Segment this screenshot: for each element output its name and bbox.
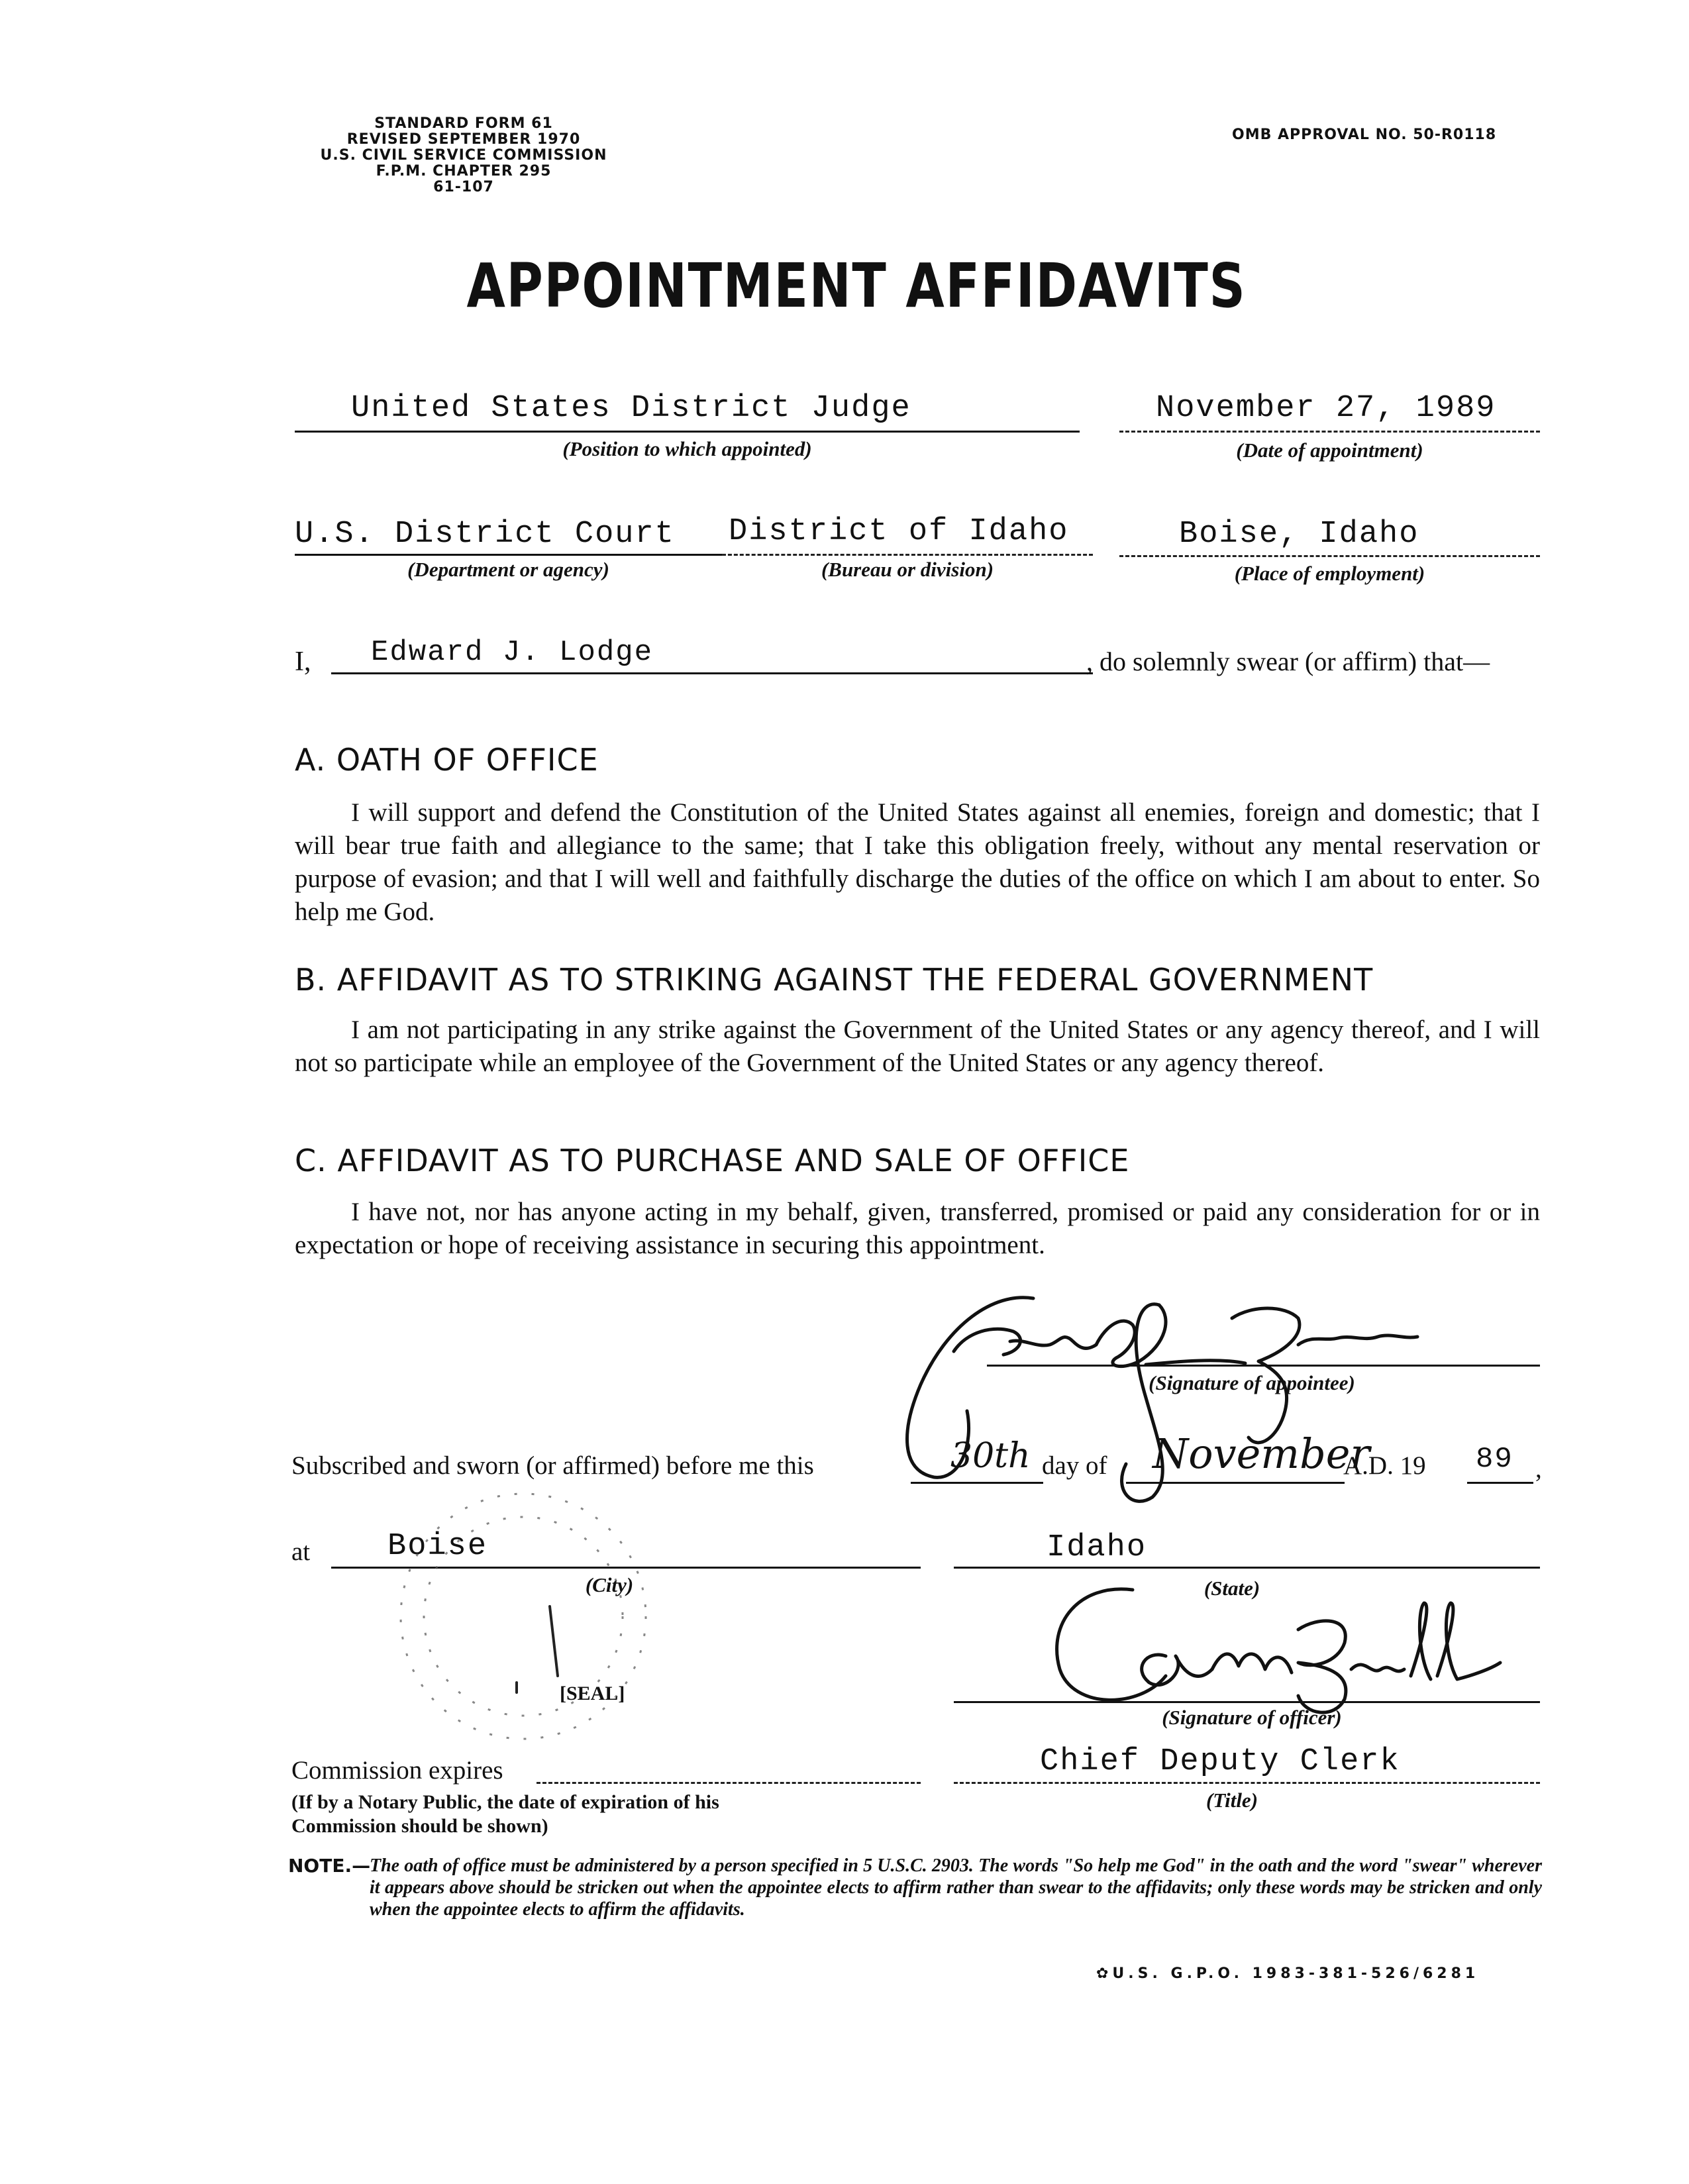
commission-label: Commission expires <box>291 1756 503 1785</box>
page-title: APPOINTMENT AFFIDAVITS <box>466 250 1247 321</box>
city-value: Boise <box>387 1529 488 1564</box>
state-line <box>954 1567 1540 1569</box>
section-b-heading: B. AFFIDAVIT AS TO STRIKING AGAINST THE FEDERAL GOVERNMENT <box>295 962 1374 998</box>
year-line <box>1467 1482 1533 1484</box>
state-value: Idaho <box>1047 1530 1147 1565</box>
swear-suffix: , do solemnly swear (or affirm) that— <box>1086 647 1490 676</box>
officer-title-value: Chief Deputy Clerk <box>1040 1744 1400 1779</box>
department-value: U.S. District Court <box>295 517 675 552</box>
subscribed-text: Subscribed and sworn (or affirmed) before me this <box>291 1451 814 1480</box>
seal-label: [SEAL] <box>560 1683 625 1704</box>
officer-title-caption: (Title) <box>1205 1789 1258 1812</box>
bureau-line <box>722 554 1093 556</box>
ad-label: A.D. 19 <box>1343 1451 1426 1480</box>
note-text: The oath of office must be administered by a person specified in 5 U.S.C. 2903. The words "So help me God" in the oath and the word "swear" wherever it appears above should be stricken out when the appointee elects to affirm rather than swear to the affidavits; only these words may be stricken and only when the appointee elects to affirm the affidavits. <box>370 1855 1542 1920</box>
note-label: NOTE.— <box>288 1855 371 1877</box>
notary-seal-impression <box>384 1477 662 1755</box>
subscribed-month: November <box>1152 1430 1370 1478</box>
form-number: STANDARD FORM 61 <box>374 115 553 132</box>
month-line <box>1126 1482 1345 1484</box>
omb-approval: OMB APPROVAL NO. 50-R0118 <box>1232 127 1497 143</box>
appointee-signature-line <box>987 1365 1540 1367</box>
position-value: United States District Judge <box>351 391 911 426</box>
bureau-caption: (Bureau or division) <box>821 558 994 581</box>
commission-line <box>537 1782 921 1784</box>
day-line <box>911 1482 1043 1484</box>
place-value: Boise, Idaho <box>1179 517 1419 552</box>
form-identification <box>291 116 636 195</box>
at-label: at <box>291 1537 311 1566</box>
place-caption: (Place of employment) <box>1234 562 1425 585</box>
form-chapter: F.P.M. CHAPTER 295 <box>376 163 552 180</box>
city-caption: (City) <box>585 1573 634 1596</box>
subscribed-day: 30th <box>950 1436 1031 1476</box>
section-a-paragraph: I will support and defend the Constitution of the United States against all enemies, foreign and domestic; that I will bear true faith and allegiance to the same; that I take this obligation freely, without any mental reservation or purpose of evasion; and that I will well and faithfully discharge the duties of the office on which I am about to enter. So help me God. <box>295 798 1540 926</box>
section-c-text <box>295 1196 1540 1262</box>
day-of-label: day of <box>1042 1451 1107 1480</box>
swear-prefix: I, <box>295 647 311 677</box>
appointee-name: Edward J. Lodge <box>371 636 654 669</box>
bureau-value: District of Idaho <box>729 514 1069 549</box>
department-line <box>295 554 722 556</box>
appointee-signature-caption: (Signature of appointee) <box>1149 1371 1355 1394</box>
subscribed-trailing: , <box>1535 1455 1542 1483</box>
place-line <box>1119 555 1540 557</box>
form-code: 61-107 <box>433 179 494 195</box>
appointee-signature <box>861 1278 1510 1517</box>
officer-title-line <box>954 1782 1540 1784</box>
section-a-text <box>295 796 1540 929</box>
date-caption: (Date of appointment) <box>1236 439 1423 462</box>
section-b-paragraph: I am not participating in any strike against the Government of the United States or any agency thereof, and I will not so participate while an employee of the Government of the United States or any agency thereof. <box>295 1015 1540 1077</box>
form-agency: U.S. CIVIL SERVICE COMMISSION <box>320 147 607 164</box>
section-c-paragraph: I have not, nor has anyone acting in my behalf, given, transferred, promised or paid any consideration for or in expectation or hope of receiving assistance in securing this appointment. <box>295 1198 1540 1259</box>
department-caption: (Department or agency) <box>407 558 609 581</box>
date-line <box>1119 431 1540 433</box>
position-line <box>295 431 1080 433</box>
position-caption: (Position to which appointed) <box>562 437 812 460</box>
commission-note: (If by a Notary Public, the date of expiration of his Commission should be shown) <box>291 1791 719 1837</box>
subscribed-year: 89 <box>1476 1443 1513 1476</box>
officer-signature-line <box>954 1701 1540 1703</box>
officer-signature-caption: (Signature of officer) <box>1162 1706 1342 1729</box>
gpo-imprint: ✿U.S. G.P.O. 1983-381-526/6281 <box>1096 1965 1480 1982</box>
section-c-heading: C. AFFIDAVIT AS TO PURCHASE AND SALE OF OFFICE <box>295 1143 1130 1178</box>
form-revision: REVISED SEPTEMBER 1970 <box>346 131 581 148</box>
state-caption: (State) <box>1203 1577 1260 1600</box>
date-value: November 27, 1989 <box>1156 391 1496 426</box>
officer-signature <box>1033 1577 1510 1722</box>
section-b-text <box>295 1014 1540 1080</box>
name-line <box>331 672 1093 674</box>
section-a-heading: A. OATH OF OFFICE <box>295 742 599 778</box>
